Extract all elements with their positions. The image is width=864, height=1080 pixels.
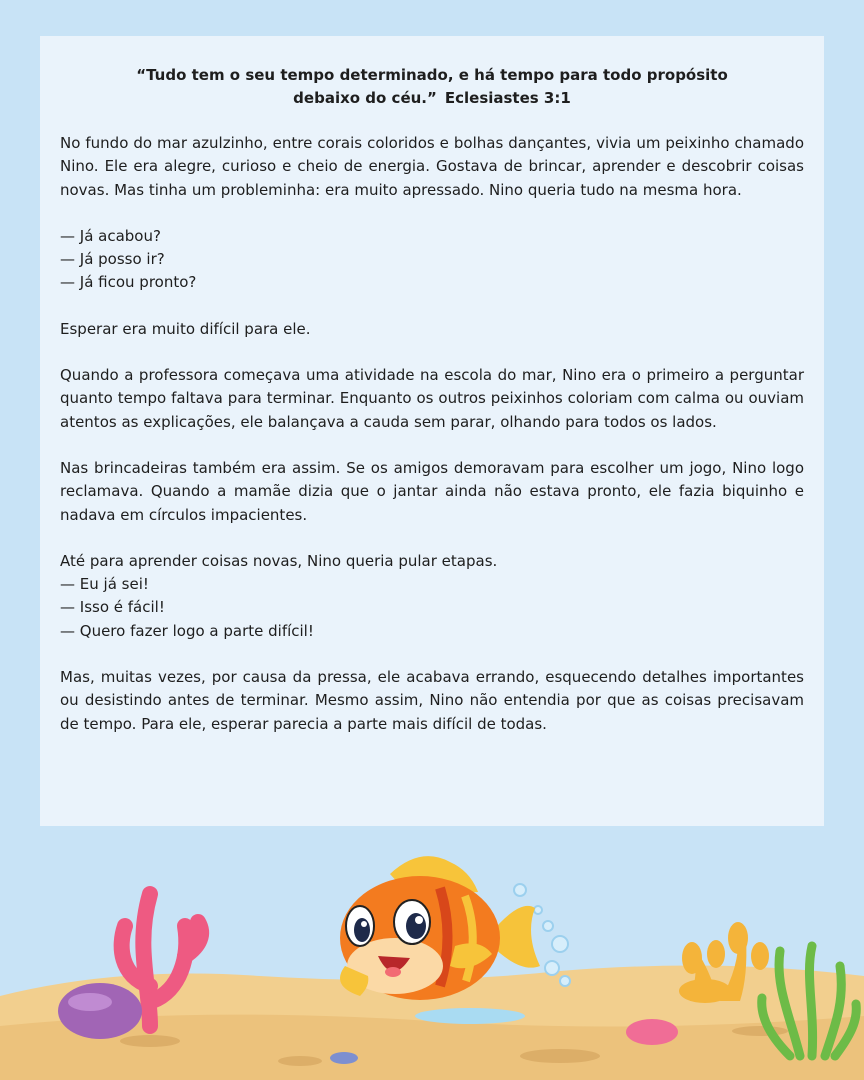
dialog-line: — Isso é fácil!: [60, 598, 165, 617]
dialog-block-2: [60, 550, 804, 643]
epigraph-line-2: [60, 87, 804, 110]
paragraph-1: No fundo do mar azulzinho, entre corais coloridos e bolhas dançantes, vivia um peixinho chamado Nino. Ele era alegre, curioso e cheio de energia. Gostava de brincar, aprender e descobrir coisas novas. Mas tinha um probleminha: era muito apressado. Nino queria tudo na mesma hora.: [60, 134, 804, 199]
story-card: [40, 36, 824, 826]
dialog-line: — Já acabou?: [60, 226, 161, 245]
dialog-line: — Já posso ir?: [60, 250, 165, 269]
paragraph-6: Mas, muitas vezes, por causa da pressa, ele acabava errando, esquecendo detalhes importantes ou desistindo antes de terminar. Mesmo assim, Nino não entendia por que as coisas precisavam de tempo. Para ele, esperar parecia a parte mais difícil de todas.: [60, 668, 804, 733]
epigraph-reference: Eclesiastes 3:1: [444, 89, 571, 107]
paragraph-3: Quando a professora começava uma atividade na escola do mar, Nino era o primeiro a perguntar quanto tempo faltava para terminar. Enquanto os outros peixinhos coloriam com calma ou ouviam atentos as explicações, ele balançava a cauda sem parar, olhando para todos os lados.: [60, 366, 804, 431]
sea-floor-illustration: [0, 826, 864, 1080]
epigraph-quote-end: debaixo do céu.”: [293, 89, 437, 107]
paragraph-4: Nas brincadeiras também era assim. Se os amigos demoravam para escolher um jogo, Nino logo reclamava. Quando a mamãe dizia que o jantar ainda não estava pronto, ele fazia biquinho e nadava em círculos impacientes.: [60, 458, 804, 524]
paragraph-2: Esperar era muito difícil para ele.: [60, 319, 311, 338]
purple-rock: [58, 983, 142, 1039]
blue-stone: [330, 1052, 358, 1064]
epigraph: [60, 64, 804, 110]
dialog-block-1: [60, 225, 804, 295]
epigraph-line-1: “Tudo tem o seu tempo determinado, e há tempo para todo propósito: [136, 66, 728, 84]
dialog-line: — Quero fazer logo a parte difícil!: [60, 621, 314, 640]
pink-stone: [626, 1019, 678, 1045]
dialog-line: — Já ficou pronto?: [60, 273, 197, 292]
dialog-line: — Eu já sei!: [60, 575, 149, 594]
dialog-intro: Até para aprender coisas novas, Nino queria pular etapas.: [60, 551, 498, 570]
